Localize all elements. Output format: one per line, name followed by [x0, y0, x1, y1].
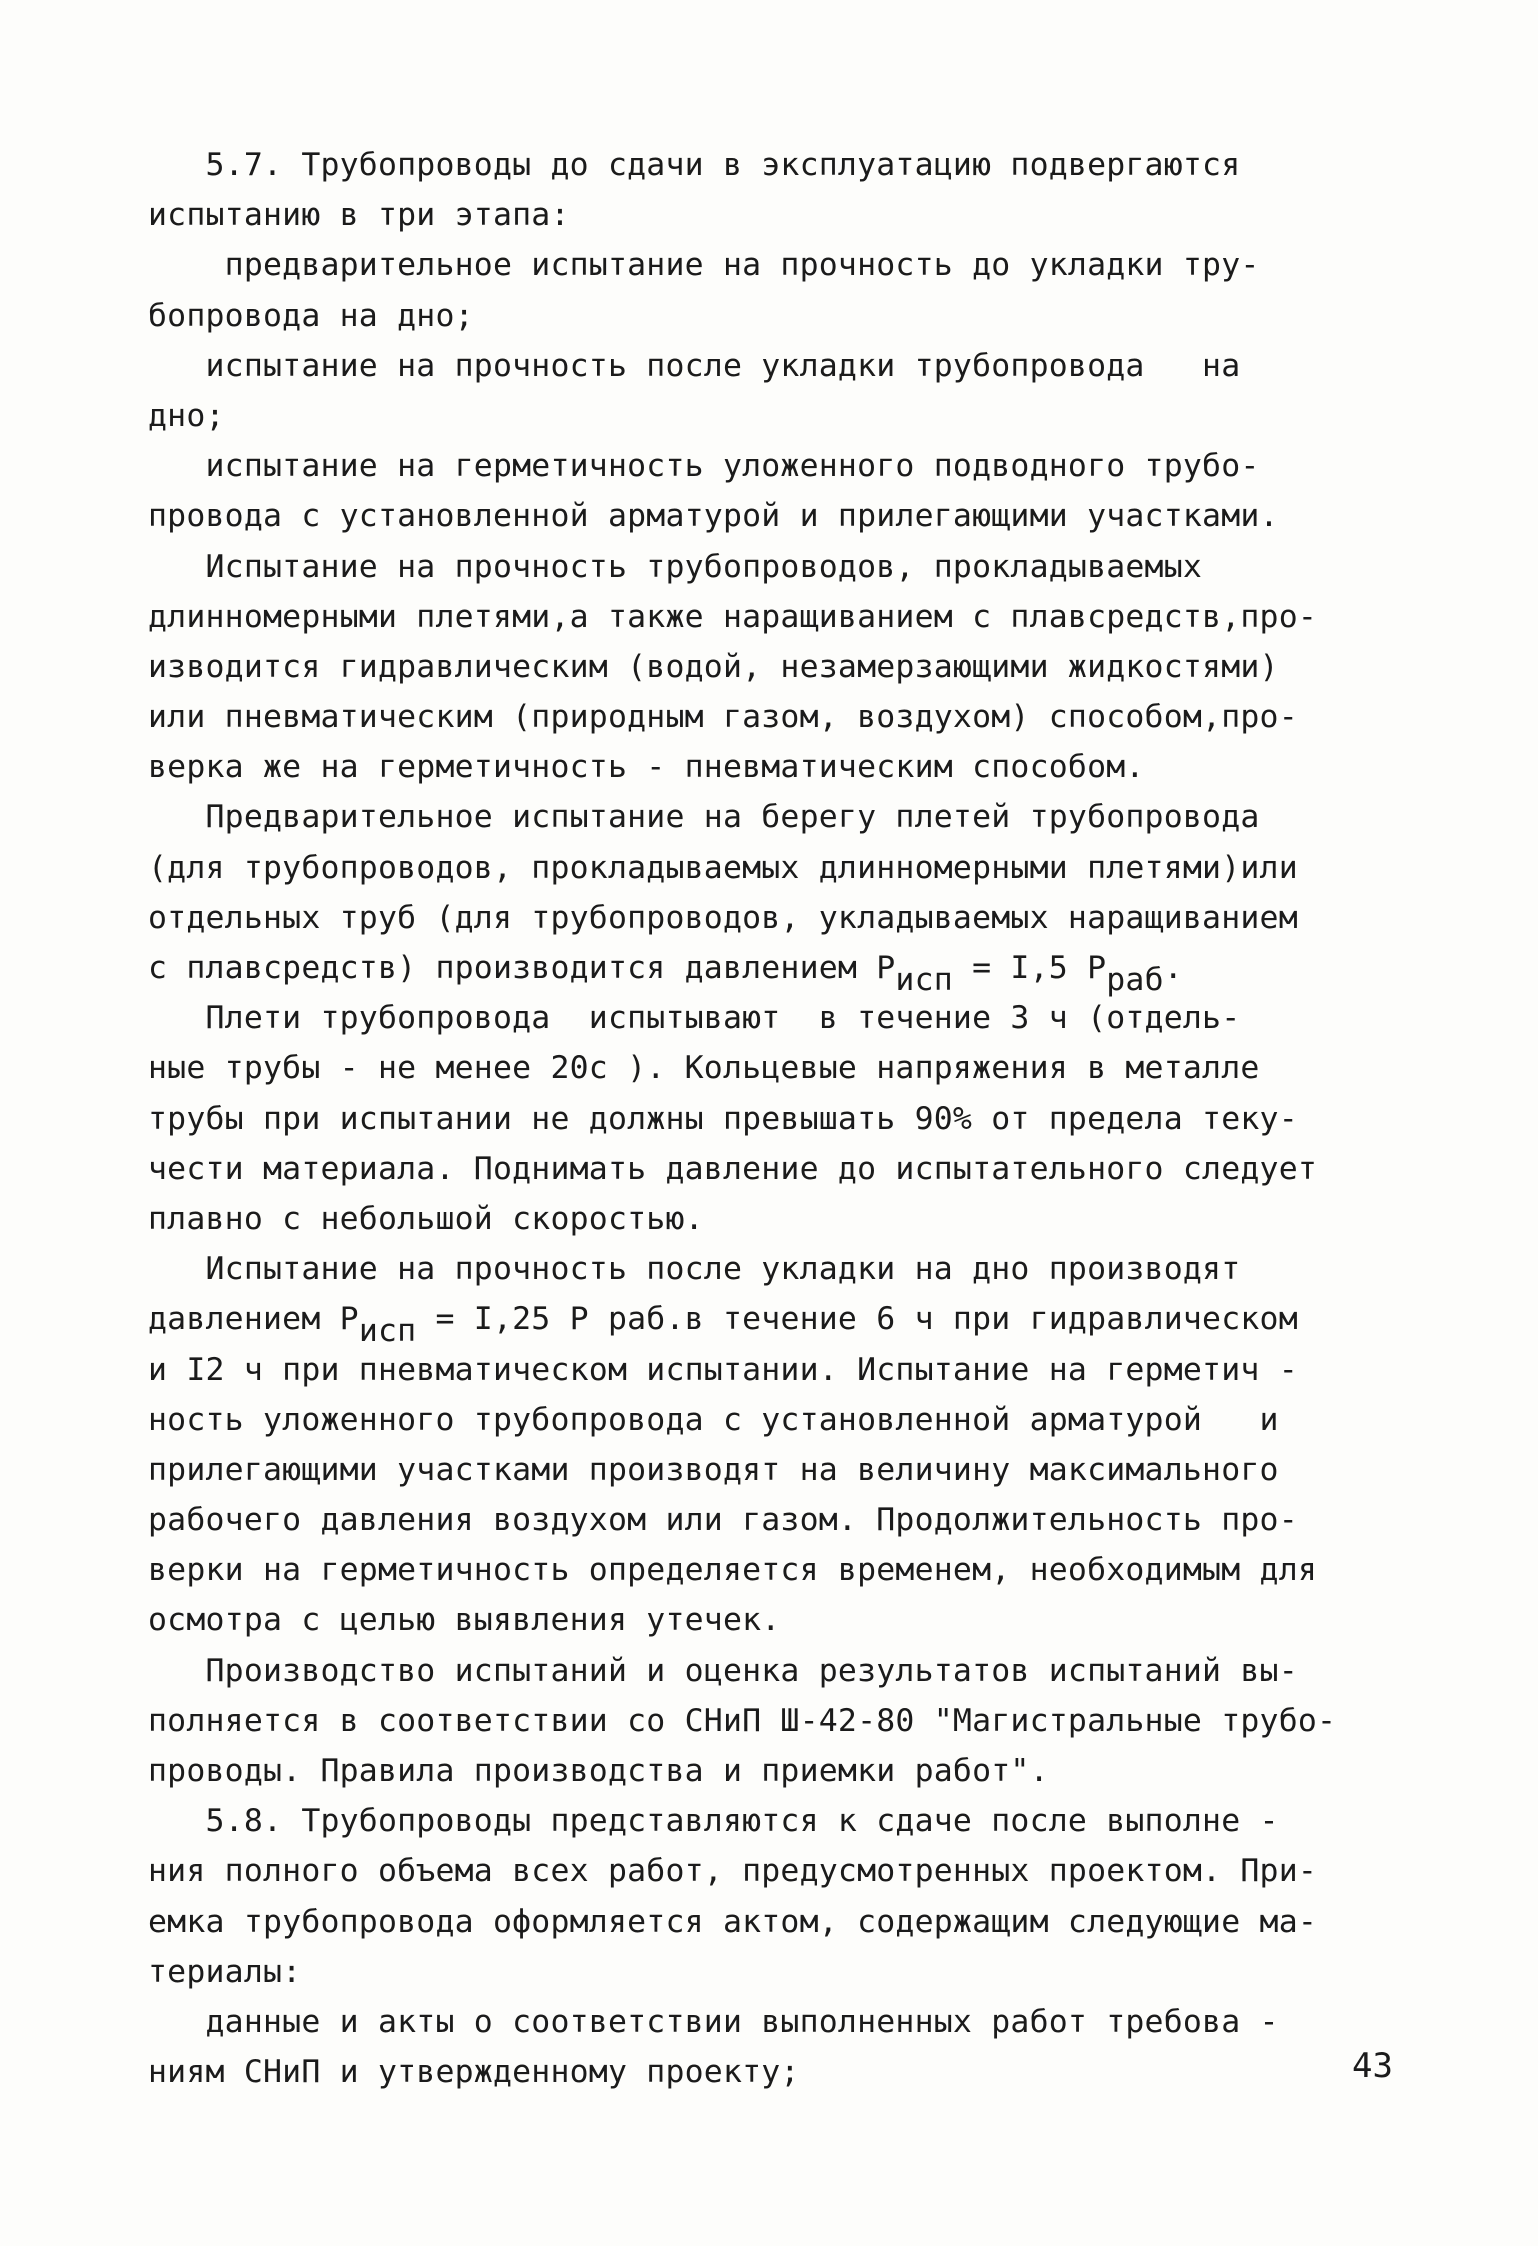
text-line: дно;: [148, 397, 225, 434]
text-line: 5.7. Трубопроводы до сдачи в эксплуатацию подвергаются: [148, 147, 1241, 183]
document-body: [148, 140, 1388, 2097]
text-line: ния полного объема всех работ, предусмотренных проектом. При-: [148, 1853, 1318, 1890]
text-line: чести материала. Поднимать давление до испытательного следует: [148, 1150, 1318, 1187]
text-line: рабочего давления воздухом или газом. Продолжительность про-: [148, 1502, 1298, 1539]
text-segment: давлением P: [148, 1301, 359, 1338]
text-line: испытанию в три этапа:: [148, 197, 570, 234]
text-line: длинномерными плетями,а также наращиванием с плавсредств,про-: [148, 598, 1318, 635]
text-line: Испытание на прочность трубопроводов, прокладываемых: [148, 548, 1203, 585]
formula-line-2: [148, 1294, 1388, 1350]
formula-line-1: [148, 943, 1388, 998]
text-line: (для трубопроводов, прокладываемых длинномерными плетями)или: [148, 849, 1298, 886]
text-segment: с плавсредств) производится давлением P: [148, 950, 896, 986]
text-line: данные и акты о соответствии выполненных работ требова -: [148, 2003, 1279, 2040]
text-line: Предварительное испытание на берегу плетей трубопровода: [148, 799, 1260, 836]
text-line: проводы. Правила производства и приемки работ".: [148, 1753, 1049, 1789]
text-line: емка трубопровода оформляется актом, содержащим следующие ма-: [148, 1903, 1318, 1940]
text-segment: .: [1163, 950, 1183, 986]
text-line: верки на герметичность определяется временем, необходимым для: [148, 1552, 1318, 1589]
text-line: трубы при испытании не должны превышать 90% от предела теку-: [148, 1100, 1298, 1137]
text-line: верка же на герметичность - пневматическим способом.: [148, 749, 1145, 786]
text-segment: = I,25 P раб.в течение 6 ч при гидравлическом: [416, 1301, 1298, 1338]
text-line: Производство испытаний и оценка результатов испытаний вы-: [148, 1652, 1298, 1689]
text-line: полняется в соответствии со СНиП Ш-42-80 "Магистральные трубо-: [148, 1702, 1337, 1739]
text-line: осмотра с целью выявления утечек.: [148, 1602, 781, 1639]
text-line: ные трубы - не менее 20с ). Кольцевые напряжения в металле: [148, 1050, 1260, 1087]
text-line: изводится гидравлическим (водой, незамерзающими жидкостями): [148, 648, 1279, 685]
text-line: или пневматическим (природным газом, воздухом) способом,про-: [148, 699, 1298, 736]
text-line: бопровода на дно;: [148, 297, 474, 334]
subscript: исп: [895, 962, 953, 998]
text-line: испытание на герметичность уложенного подводного трубо-: [148, 448, 1260, 485]
text-line: ниям СНиП и утвержденному проекту;: [148, 2054, 800, 2091]
text-line: и I2 ч при пневматическом испытании. Испытание на герметич -: [148, 1351, 1298, 1388]
text-segment: = I,5 P: [952, 950, 1107, 986]
text-line: ность уложенного трубопровода с установленной арматурой и: [148, 1401, 1279, 1438]
text-line: предварительное испытание на прочность до укладки тру-: [148, 247, 1260, 284]
text-line: териалы:: [148, 1953, 302, 1990]
text-line: Плети трубопровода испытывают в течение 3 ч (отдель-: [148, 1000, 1241, 1037]
text-line: плавно с небольшой скоростью.: [148, 1200, 704, 1237]
page-number: 43: [1352, 2046, 1393, 2086]
text-line: отдельных труб (для трубопроводов, укладываемых наращиванием: [148, 899, 1298, 936]
text-line: Испытание на прочность после укладки на дно производят: [148, 1251, 1241, 1288]
text-line: провода с установленной арматурой и прилегающими участками.: [148, 498, 1279, 535]
text-line: прилегающими участками производят на величину максимального: [148, 1451, 1279, 1488]
text-line: 5.8. Трубопроводы представляются к сдаче после выполне -: [148, 1803, 1279, 1840]
subscript: исп: [358, 1313, 417, 1350]
text-line: испытание на прочность после укладки трубопровода на: [148, 347, 1241, 384]
subscript: раб: [1106, 962, 1164, 998]
